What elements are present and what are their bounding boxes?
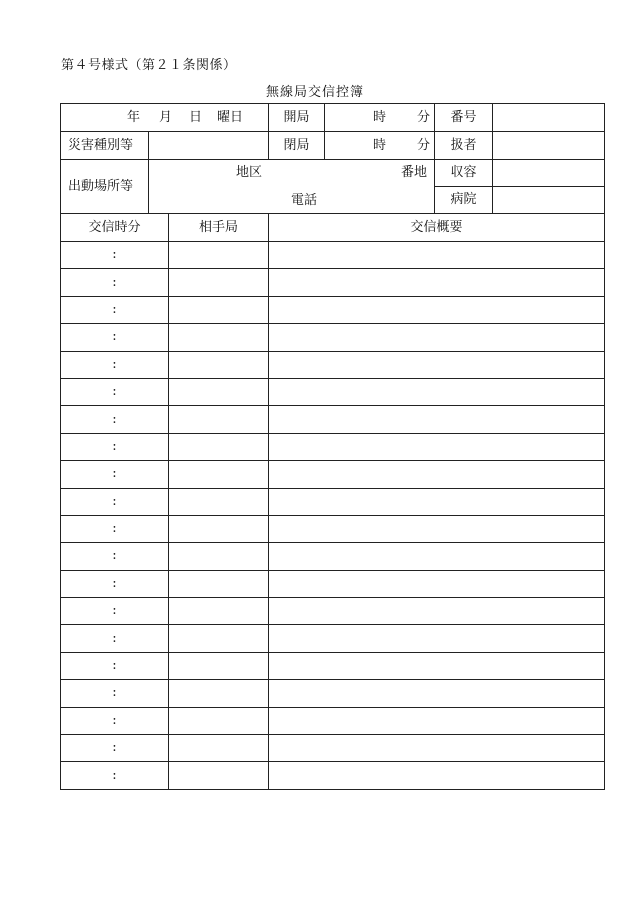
partner-cell[interactable]	[169, 488, 269, 515]
time-cell[interactable]: :	[61, 652, 169, 679]
summary-cell[interactable]	[269, 652, 605, 679]
time-cell[interactable]: :	[61, 461, 169, 488]
partner-cell[interactable]	[169, 515, 269, 542]
table-row	[61, 351, 605, 378]
summary-cell[interactable]	[269, 598, 605, 625]
summary-cell[interactable]	[269, 324, 605, 351]
time-cell[interactable]: :	[61, 625, 169, 652]
time-cell[interactable]: :	[61, 707, 169, 734]
date-cell[interactable]	[61, 104, 269, 132]
admission-label: 収容	[435, 160, 493, 187]
table-row	[61, 707, 605, 734]
handler-label: 扱者	[435, 132, 493, 160]
dispatch-location-label: 出動場所等	[61, 160, 149, 214]
partner-cell[interactable]	[169, 433, 269, 460]
time-cell[interactable]: :	[61, 324, 169, 351]
document-title: 無線局交信控簿	[265, 85, 364, 100]
partner-cell[interactable]	[169, 406, 269, 433]
summary-cell[interactable]	[269, 543, 605, 570]
summary-cell[interactable]	[269, 707, 605, 734]
summary-cell[interactable]	[269, 269, 605, 296]
disaster-type-field[interactable]	[149, 132, 269, 160]
partner-cell[interactable]	[169, 735, 269, 762]
time-cell[interactable]: :	[61, 242, 169, 269]
summary-cell[interactable]	[269, 351, 605, 378]
open-minute-label: 分	[417, 110, 431, 125]
table-row	[61, 406, 605, 433]
partner-cell[interactable]	[169, 762, 269, 789]
time-cell[interactable]: :	[61, 735, 169, 762]
time-cell[interactable]: :	[61, 598, 169, 625]
open-time-cell[interactable]	[325, 104, 435, 132]
time-cell[interactable]: :	[61, 762, 169, 789]
table-row	[61, 515, 605, 542]
phone-label: 電話	[291, 193, 318, 208]
number-label: 番号	[435, 104, 493, 132]
address-number-label: 番地	[401, 165, 428, 180]
open-station-label: 開局	[269, 104, 325, 132]
table-row	[61, 598, 605, 625]
table-row	[61, 242, 605, 269]
handler-field[interactable]	[493, 132, 605, 160]
close-station-label: 閉局	[269, 132, 325, 160]
summary-cell[interactable]	[269, 406, 605, 433]
partner-cell[interactable]	[169, 543, 269, 570]
table-row	[61, 570, 605, 597]
time-cell[interactable]: :	[61, 433, 169, 460]
partner-cell[interactable]	[169, 461, 269, 488]
partner-cell[interactable]	[169, 324, 269, 351]
summary-cell[interactable]	[269, 461, 605, 488]
summary-cell[interactable]	[269, 488, 605, 515]
month-label: 月	[159, 110, 173, 125]
day-label: 日	[189, 110, 203, 125]
disaster-type-label: 災害種別等	[61, 132, 149, 160]
partner-cell[interactable]	[169, 598, 269, 625]
table-row	[61, 625, 605, 652]
summary-cell[interactable]	[269, 515, 605, 542]
time-cell[interactable]: :	[61, 515, 169, 542]
table-row	[61, 680, 605, 707]
partner-cell[interactable]	[169, 378, 269, 405]
open-hour-label: 時	[373, 110, 387, 125]
number-field[interactable]	[493, 104, 605, 132]
partner-cell[interactable]	[169, 351, 269, 378]
table-row	[61, 543, 605, 570]
partner-cell[interactable]	[169, 242, 269, 269]
table-row	[61, 296, 605, 323]
time-cell[interactable]: :	[61, 570, 169, 597]
table-row	[61, 378, 605, 405]
table-row	[61, 433, 605, 460]
table-row	[61, 461, 605, 488]
summary-cell[interactable]	[269, 378, 605, 405]
time-cell[interactable]: :	[61, 406, 169, 433]
time-cell[interactable]: :	[61, 296, 169, 323]
col-header-time: 交信時分	[61, 214, 169, 242]
table-row	[61, 762, 605, 789]
time-cell[interactable]: :	[61, 269, 169, 296]
close-hour-label: 時	[373, 138, 387, 153]
table-row	[61, 488, 605, 515]
col-header-summary: 交信概要	[269, 214, 605, 242]
communication-log-table	[60, 213, 605, 790]
hospital-field[interactable]	[493, 187, 605, 214]
summary-cell[interactable]	[269, 762, 605, 789]
partner-cell[interactable]	[169, 625, 269, 652]
summary-cell[interactable]	[269, 242, 605, 269]
partner-cell[interactable]	[169, 680, 269, 707]
summary-cell[interactable]	[269, 433, 605, 460]
summary-cell[interactable]	[269, 735, 605, 762]
col-header-partner-station: 相手局	[169, 214, 269, 242]
district-label: 地区	[236, 165, 263, 180]
summary-cell[interactable]	[269, 570, 605, 597]
dispatch-location-field[interactable]	[149, 160, 435, 214]
time-cell[interactable]: :	[61, 543, 169, 570]
table-row	[61, 652, 605, 679]
table-row	[61, 735, 605, 762]
summary-cell[interactable]	[269, 296, 605, 323]
table-row	[61, 269, 605, 296]
admission-field[interactable]	[493, 160, 605, 187]
form-label: 第４号様式（第２１条関係）	[61, 58, 237, 73]
partner-cell[interactable]	[169, 269, 269, 296]
time-cell[interactable]: :	[61, 680, 169, 707]
summary-cell[interactable]	[269, 625, 605, 652]
summary-cell[interactable]	[269, 680, 605, 707]
partner-cell[interactable]	[169, 570, 269, 597]
time-cell[interactable]: :	[61, 351, 169, 378]
time-cell[interactable]: :	[61, 378, 169, 405]
partner-cell[interactable]	[169, 707, 269, 734]
hospital-label: 病院	[435, 187, 493, 214]
weekday-label: 曜日	[217, 110, 244, 125]
partner-cell[interactable]	[169, 296, 269, 323]
close-minute-label: 分	[417, 138, 431, 153]
partner-cell[interactable]	[169, 652, 269, 679]
close-time-cell[interactable]	[325, 132, 435, 160]
station-info-table	[60, 103, 605, 214]
time-cell[interactable]: :	[61, 488, 169, 515]
table-row	[61, 324, 605, 351]
year-label: 年	[127, 110, 141, 125]
